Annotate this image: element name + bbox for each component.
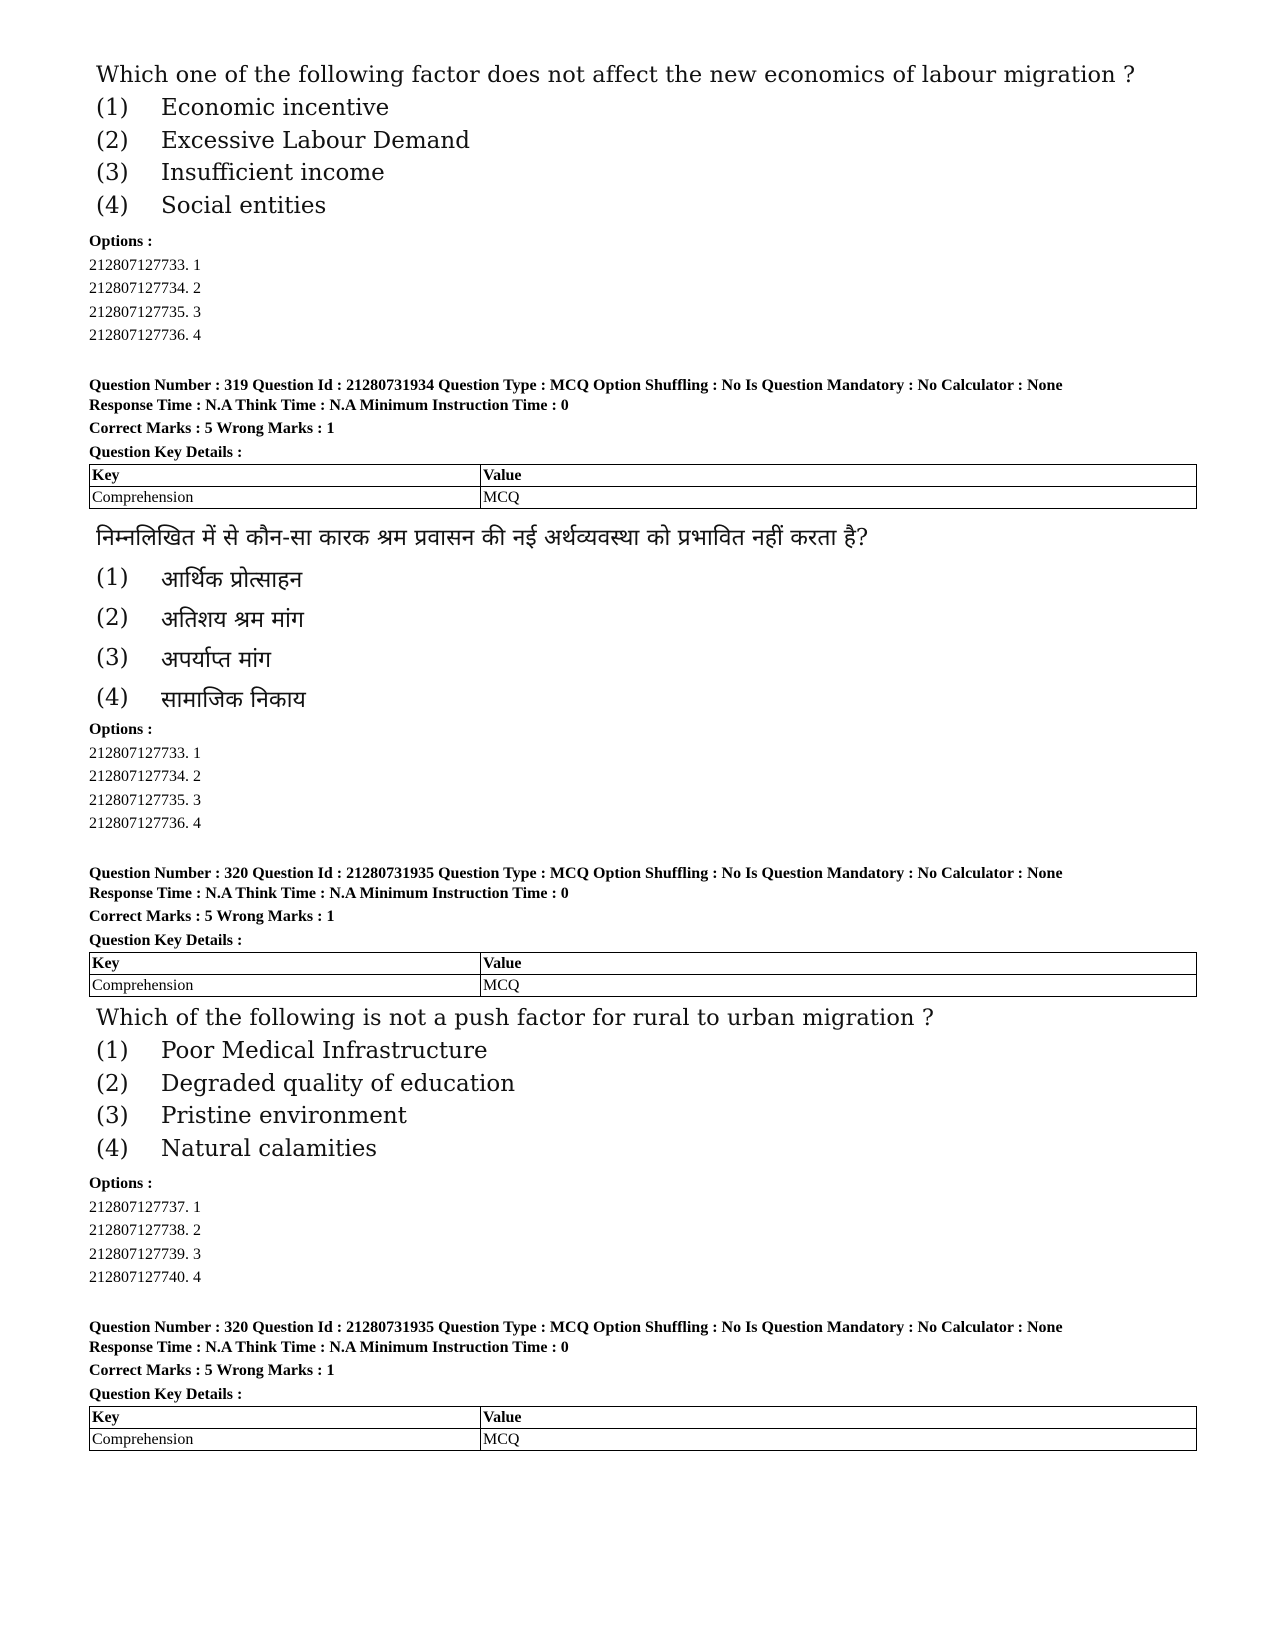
table-cell-key: Comprehension (90, 975, 481, 997)
option-id: 212807127736. 4 (89, 815, 201, 832)
answer-option: (2) Degraded quality of education (96, 1070, 516, 1097)
option-id-list-1 (89, 230, 201, 348)
option-id: 212807127737. 1 (89, 1198, 201, 1216)
answer-option: (3) Insufficient income (96, 160, 385, 187)
option-id: 212807127740. 4 (89, 1269, 201, 1286)
question-block-1 (96, 62, 1135, 222)
option-id: 212807127733. 1 (89, 256, 201, 274)
question-stem: Which of the following is not a push factor for rural to urban migration ? (96, 1005, 934, 1031)
question-header-1 (89, 376, 1063, 462)
key-details-table (89, 464, 1197, 509)
answer-option: (4) Natural calamities (96, 1135, 378, 1162)
question-stem: निम्नलिखित में से कौन-सा कारक श्रम प्रवासन की नई अर्थव्यवस्था को प्रभावित नहीं करता है? (96, 525, 869, 551)
table-header-key: Key (90, 465, 481, 487)
key-details-table (89, 952, 1197, 997)
key-details-table (89, 1406, 1197, 1451)
option-id: 212807127735. 3 (89, 303, 201, 321)
option-id: 212807127734. 2 (89, 768, 201, 785)
marks-line: Correct Marks : 5 Wrong Marks : 1 (89, 1362, 335, 1379)
table-header-value: Value (481, 953, 1197, 975)
table-header-value: Value (481, 465, 1197, 487)
table-header-key: Key (90, 1407, 481, 1429)
marks-line: Correct Marks : 5 Wrong Marks : 1 (89, 420, 335, 437)
option-id: 212807127733. 1 (89, 744, 201, 762)
answer-option: (2) Excessive Labour Demand (96, 127, 470, 154)
answer-option: (4) Social entities (96, 192, 327, 219)
question-header-3 (89, 1318, 1063, 1404)
answer-option: (4) सामाजिक निकाय (96, 685, 306, 713)
options-label: Options : (89, 233, 153, 250)
key-details-label: Question Key Details : (89, 443, 243, 461)
options-label: Options : (89, 1175, 153, 1192)
question-header-2 (89, 864, 1063, 950)
option-id-list-3 (89, 1172, 201, 1290)
answer-option: (3) Pristine environment (96, 1103, 407, 1130)
answer-option: (1) Poor Medical Infrastructure (96, 1038, 488, 1065)
answer-option: (1) आर्थिक प्रोत्साहन (96, 565, 303, 593)
option-id: 212807127738. 2 (89, 1222, 201, 1239)
question-meta-line: Question Number : 320 Question Id : 21280731935 Question Type : MCQ Option Shuffling : No Is Question Mandatory : No Calculator : None (89, 1319, 1063, 1336)
key-details-label: Question Key Details : (89, 1385, 243, 1403)
answer-option: (1) Economic incentive (96, 95, 390, 122)
question-block-2 (96, 520, 868, 718)
answer-option: (3) अपर्याप्त मांग (96, 645, 272, 673)
table-header-key: Key (90, 953, 481, 975)
question-meta-line: Response Time : N.A Think Time : N.A Minimum Instruction Time : 0 (89, 884, 569, 902)
question-meta-line: Response Time : N.A Think Time : N.A Minimum Instruction Time : 0 (89, 1338, 569, 1356)
options-label: Options : (89, 721, 153, 738)
question-meta-line: Question Number : 319 Question Id : 21280731934 Question Type : MCQ Option Shuffling : No Is Question Mandatory : No Calculator : None (89, 377, 1063, 394)
answer-option: (2) अतिशय श्रम मांग (96, 605, 304, 633)
option-id: 212807127735. 3 (89, 791, 201, 809)
option-id: 212807127734. 2 (89, 280, 201, 297)
question-meta-line: Question Number : 320 Question Id : 21280731935 Question Type : MCQ Option Shuffling : No Is Question Mandatory : No Calculator : None (89, 865, 1063, 882)
table-header-value: Value (481, 1407, 1197, 1429)
option-id: 212807127736. 4 (89, 327, 201, 344)
option-id-list-2 (89, 718, 201, 836)
table-cell-key: Comprehension (90, 1429, 481, 1451)
question-meta-line: Response Time : N.A Think Time : N.A Minimum Instruction Time : 0 (89, 396, 569, 414)
table-cell-value: MCQ (481, 487, 1197, 509)
question-stem: Which one of the following factor does not affect the new economics of labour migration ? (96, 62, 1136, 88)
key-details-label: Question Key Details : (89, 931, 243, 949)
table-cell-value: MCQ (481, 975, 1197, 997)
table-cell-value: MCQ (481, 1429, 1197, 1451)
question-block-3 (96, 1005, 934, 1165)
table-cell-key: Comprehension (90, 487, 481, 509)
marks-line: Correct Marks : 5 Wrong Marks : 1 (89, 908, 335, 925)
option-id: 212807127739. 3 (89, 1245, 201, 1263)
